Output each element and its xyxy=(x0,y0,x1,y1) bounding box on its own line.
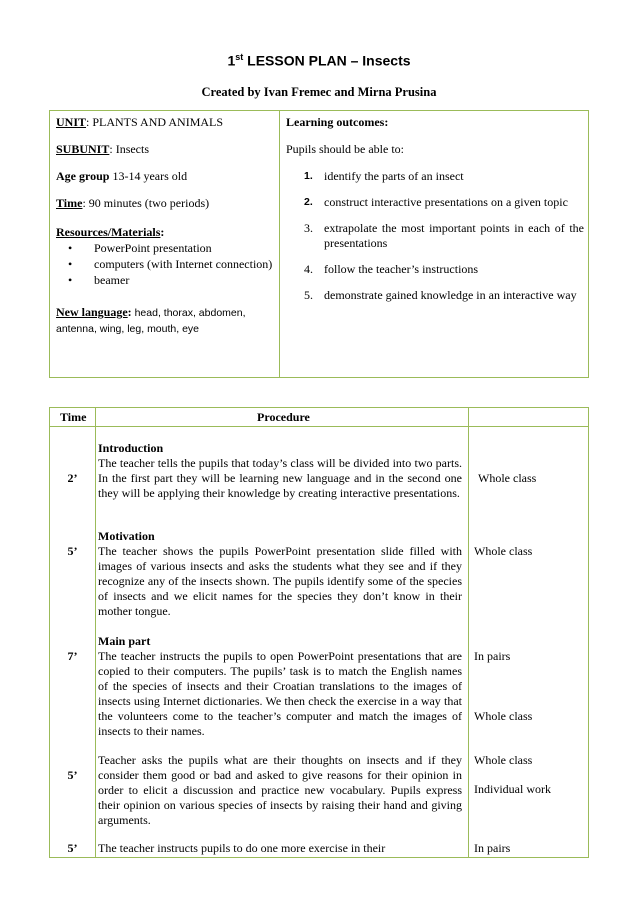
list-item: • computers (with Internet connection) xyxy=(68,257,273,271)
organization-cell: Whole class xyxy=(474,544,533,558)
lesson-details xyxy=(56,115,274,337)
new-language-field: New language: head, thorax, abdomen, antenna, wing, leg, mouth, eye xyxy=(56,305,246,335)
organization-cell: Whole class xyxy=(478,471,537,485)
subunit-field: SUBUNIT: Insects xyxy=(56,142,150,156)
procedure-step: Teacher asks the pupils what are their thoughts on insects and if they consider them good or bad and asked to give reasons for their opinion in order to elicit a discussion and practice new vocabulary. Pupils express their opinion on various species of insects by raising their hand and giving arguments. xyxy=(98,753,462,827)
procedure-step: Introduction The teacher tells the pupils that today’s class will be divided into two parts. In the first part they will be learning new language and in the second one they will be applying their knowledge by creating interactive presentations. xyxy=(98,441,462,500)
list-item: 5. demonstrate gained knowledge in an interactive way xyxy=(304,288,577,302)
outcomes-heading: Learning outcomes: xyxy=(286,115,389,129)
organization-cell: In pairs xyxy=(474,649,511,663)
organization-cell: Whole class xyxy=(474,709,533,723)
list-item: 1. identify the parts of an insect xyxy=(304,169,464,183)
outcomes-list xyxy=(286,169,584,303)
column-divider xyxy=(468,408,469,857)
time-cell: 5’ xyxy=(67,768,78,782)
organization-cell: In pairs xyxy=(474,841,511,855)
procedure-table xyxy=(49,407,589,858)
outcomes-intro: Pupils should be able to: xyxy=(286,142,404,156)
column-divider xyxy=(279,111,280,377)
list-item: 4. follow the teacher’s instructions xyxy=(304,262,479,276)
time-cell: 5’ xyxy=(67,841,78,855)
list-item: • PowerPoint presentation xyxy=(68,241,212,255)
time-cell: 7’ xyxy=(67,649,78,663)
lesson-info-table xyxy=(49,110,589,378)
time-column-header: Time xyxy=(60,410,87,424)
column-divider xyxy=(95,408,96,857)
time-cell: 5’ xyxy=(67,544,78,558)
procedure-column-header: Procedure xyxy=(257,410,310,424)
unit-field: UNIT: PLANTS AND ANIMALS xyxy=(56,115,224,129)
time-field: Time: 90 minutes (two periods) xyxy=(56,196,210,210)
organization-cell: Whole class xyxy=(474,753,533,767)
procedure-step: The teacher instructs pupils to do one more exercise in their xyxy=(98,841,386,855)
age-group-field: Age group 13-14 years old xyxy=(56,169,188,183)
learning-outcomes xyxy=(286,115,584,314)
time-cell: 2’ xyxy=(67,471,78,485)
procedure-step: Main part The teacher instructs the pupils to open PowerPoint presentations that are copied to their computers. The pupils’ task is to match the English names of the species of insects and their Croatian translations to the images of insects using Internet dictionaries. We then check the exercise in a way that the volunteers come to the teacher’s computer and match the images of insects to their names. xyxy=(98,634,462,738)
organization-cell: Individual work xyxy=(474,782,551,796)
resources-list xyxy=(56,241,274,288)
header-divider xyxy=(50,426,588,427)
page-title: 1st LESSON PLAN – Insects xyxy=(227,52,411,69)
resources-field: Resources/Materials: xyxy=(56,225,165,239)
procedure-step: Motivation The teacher shows the pupils PowerPoint presentation slide filled with images of various insects and asks the students what they see and if they recognize any of the insects shown. The pupils identify some of the species of insects and we elicit names for the species they don’t know in their mother tongue. xyxy=(98,529,462,618)
list-item: 3. extrapolate the most important points in each of the presentations xyxy=(304,221,584,250)
page-subtitle: Created by Ivan Fremec and Mirna Prusina xyxy=(201,85,437,99)
list-item: 2. construct interactive presentations on a given topic xyxy=(304,195,568,209)
list-item: • beamer xyxy=(68,273,130,287)
